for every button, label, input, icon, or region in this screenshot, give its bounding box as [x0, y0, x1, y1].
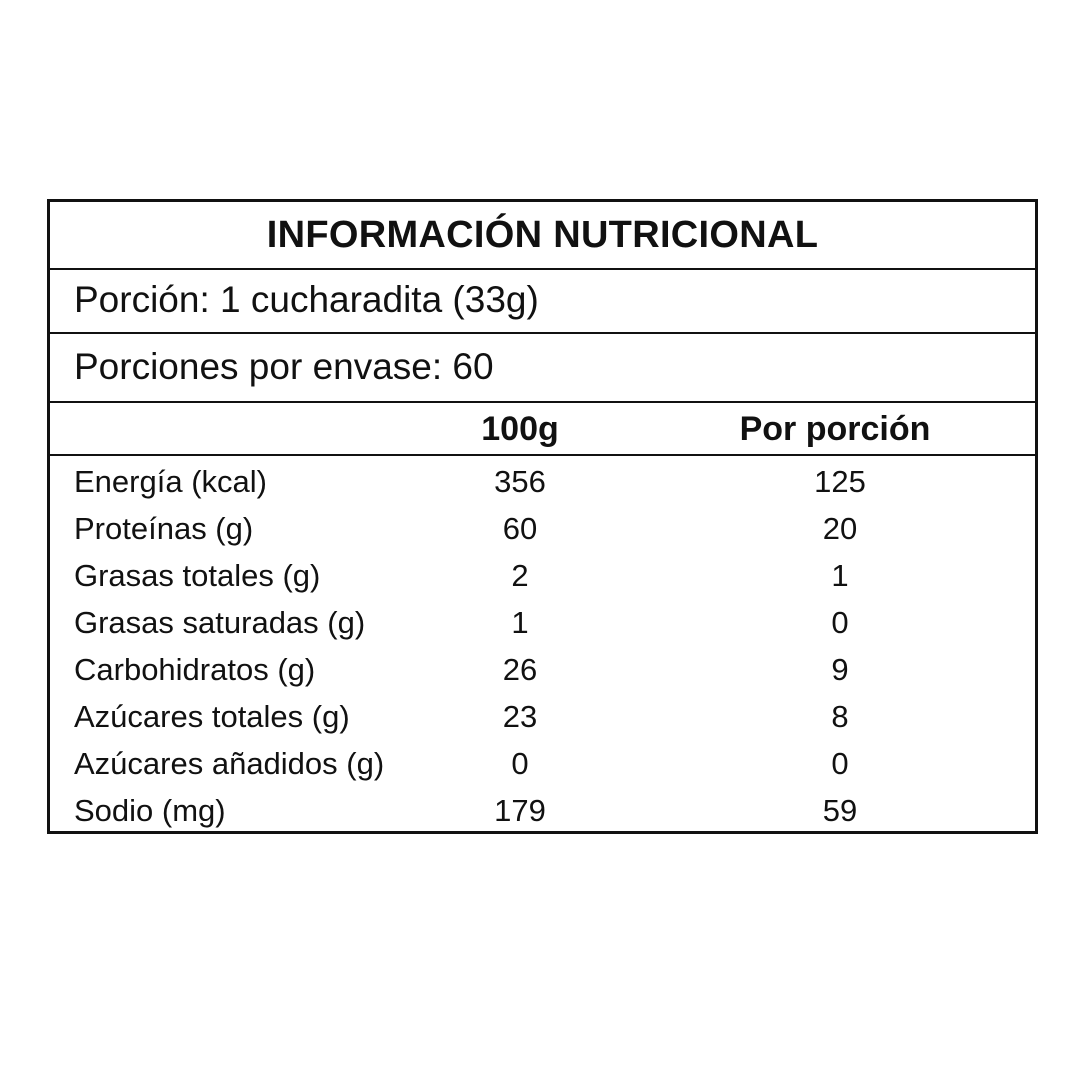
nutrition-label: [47, 199, 1038, 834]
nutrient-name: Sodio (mg): [74, 793, 226, 828]
nutrient-row-total-sugars: [50, 695, 1035, 742]
nutrient-value-per-serving: 59: [822, 793, 858, 828]
nutrient-value-100g: 26: [502, 652, 538, 687]
nutrient-name: Proteínas (g): [74, 511, 254, 546]
nutrient-value-per-serving: 20: [822, 511, 858, 546]
nutrient-value-per-serving: 8: [831, 699, 849, 734]
nutrient-value-per-serving: 125: [814, 464, 866, 499]
nutrient-value-per-serving: 1: [831, 558, 849, 593]
nutrient-row-added-sugars: [50, 742, 1035, 789]
nutrient-value-per-serving: 0: [831, 746, 849, 781]
serving-size: Porción: 1 cucharadita (33g): [50, 268, 1035, 334]
nutrient-row-total-fat: [50, 554, 1035, 601]
nutrient-name: Carbohidratos (g): [74, 652, 316, 687]
nutrient-value-100g: 179: [494, 793, 546, 828]
nutrient-name: Grasas saturadas (g): [74, 605, 366, 640]
nutrient-value-100g: 356: [494, 464, 546, 499]
nutrient-name: Grasas totales (g): [74, 558, 321, 593]
column-header-100g: 100g: [481, 410, 559, 448]
nutrient-value-per-serving: 0: [831, 605, 849, 640]
nutrient-value-100g: 23: [502, 699, 538, 734]
column-header-row: [50, 402, 1035, 456]
nutrient-table: [50, 460, 1035, 836]
nutrient-value-100g: 60: [502, 511, 538, 546]
nutrient-value-100g: 2: [511, 558, 529, 593]
label-title: INFORMACIÓN NUTRICIONAL: [50, 202, 1035, 270]
nutrient-name: Energía (kcal): [74, 464, 267, 499]
nutrient-name: Azúcares totales (g): [74, 699, 350, 734]
nutrient-row-saturated-fat: [50, 601, 1035, 648]
nutrient-name: Azúcares añadidos (g): [74, 746, 385, 781]
nutrient-value-100g: 0: [511, 746, 529, 781]
nutrient-value-100g: 1: [511, 605, 529, 640]
nutrient-row-carbohydrates: [50, 648, 1035, 695]
nutrient-row-protein: [50, 507, 1035, 554]
servings-per-container: Porciones por envase: 60: [50, 333, 1035, 403]
column-header-per-serving: Por porción: [739, 410, 931, 448]
nutrient-row-sodium: [50, 789, 1035, 836]
nutrient-row-energy: [50, 460, 1035, 507]
nutrient-value-per-serving: 9: [831, 652, 849, 687]
